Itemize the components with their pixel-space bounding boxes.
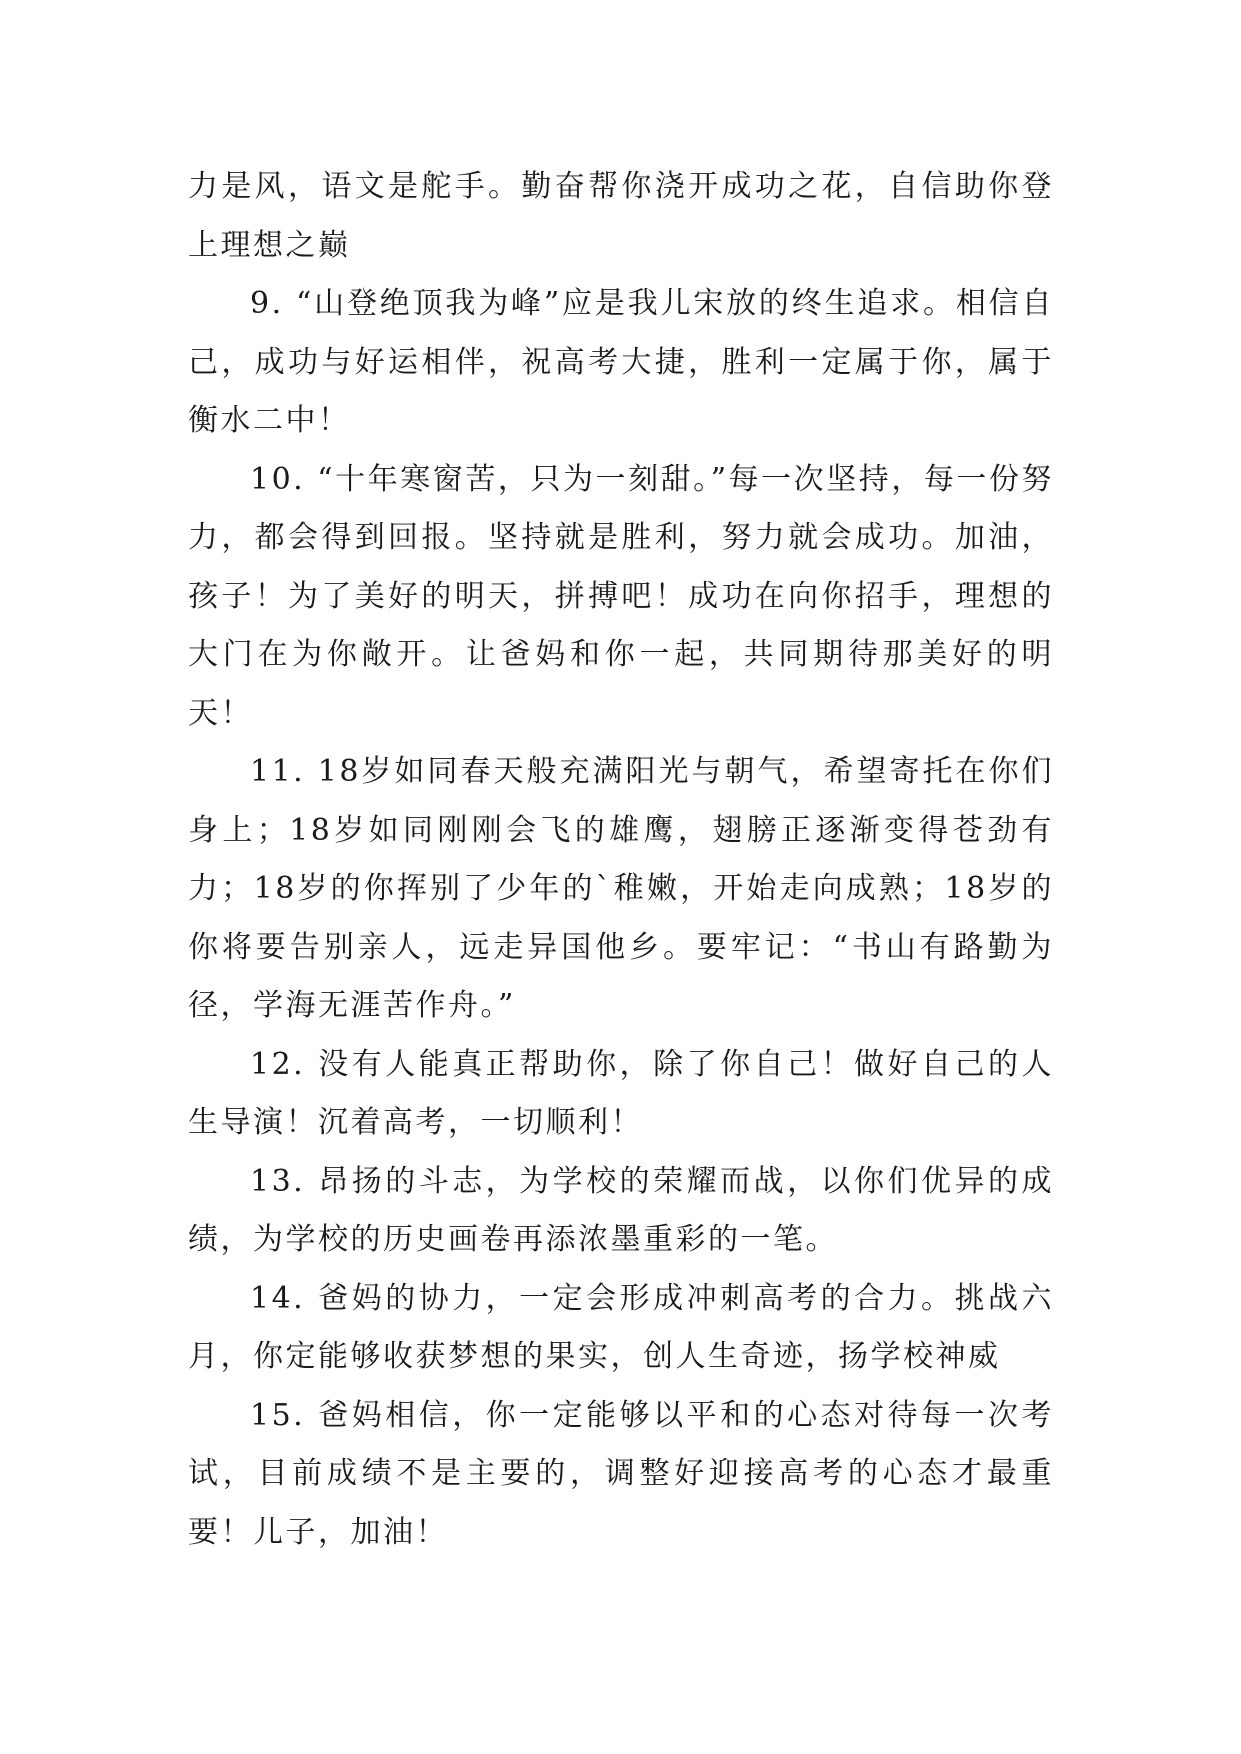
paragraph-continued: 力是风，语文是舵手。勤奋帮你浇开成功之花，自信助你登上理想之巅 [188,169,1054,263]
paragraph-13: 13. 昂扬的斗志，为学校的荣耀而战，以你们优异的成绩，为学校的历史画卷再添浓墨重彩的一笔。 [188,1163,1054,1257]
paragraph-12: 12. 没有人能真正帮助你，除了你自己！做好自己的人生导演！沉着高考，一切顺利！ [188,1046,1054,1140]
paragraph-11: 11. 18岁如同春天般充满阳光与朝气，希望寄托在你们身上；18岁如同刚刚会飞的雄鹰，翅膀正逐渐变得苍劲有力；18岁的你挥别了少年的`稚嫩，开始走向成熟；18岁的你将要告别亲人，远走异国他乡。要牢记：“书山有路勤为径，学海无涯苦作舟。” [188,754,1054,1023]
paragraph-10: 10. “十年寒窗苦，只为一刻甜。”每一次坚持，每一份努力，都会得到回报。坚持就是胜利，努力就会成功。加油，孩子！为了美好的明天，拼搏吧！成功在向你招手，理想的大门在为你敞开。让爸妈和你一起，共同期待那美好的明天！ [188,461,1054,731]
paragraph-9: 9. “山登绝顶我为峰”应是我儿宋放的终生追求。相信自己，成功与好运相伴，祝高考大捷，胜利一定属于你，属于衡水二中！ [188,286,1054,438]
document-body [188,158,1054,1562]
paragraph-14: 14. 爸妈的协力，一定会形成冲刺高考的合力。挑战六月，你定能够收获梦想的果实，创人生奇迹，扬学校神威 [188,1280,1054,1374]
paragraph-15: 15. 爸妈相信，你一定能够以平和的心态对待每一次考试，目前成绩不是主要的，调整好迎接高考的心态才最重要！儿子，加油！ [188,1397,1054,1550]
